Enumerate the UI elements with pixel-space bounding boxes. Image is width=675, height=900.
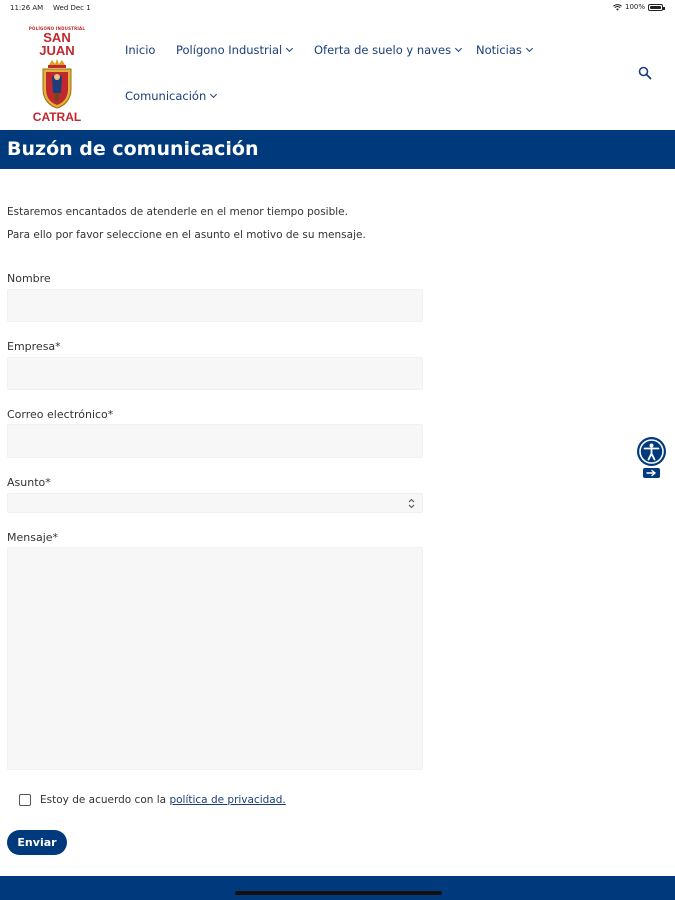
email-field[interactable] (7, 424, 423, 458)
nav-label: Polígono Industrial (176, 43, 283, 57)
logo-small-text: POLÍGONO INDUSTRIAL (28, 26, 86, 31)
submit-button[interactable]: Enviar (7, 830, 67, 855)
search-icon[interactable] (638, 66, 652, 80)
privacy-agreement (40, 794, 286, 806)
page-title: Buzón de comunicación (7, 138, 259, 160)
asunto-select[interactable] (7, 493, 423, 513)
nav-item-oferta[interactable] (314, 43, 461, 57)
chevron-down-icon (210, 91, 217, 98)
home-indicator[interactable] (235, 891, 442, 895)
status-bar (0, 0, 675, 16)
coat-of-arms-icon (40, 59, 74, 109)
mensaje-label: Mensaje* (7, 531, 59, 544)
intro-line-2: Para ello por favor seleccione en el asunto el motivo de su mensaje. (7, 229, 366, 241)
wifi-icon (613, 4, 622, 11)
status-date: Wed Dec 1 (53, 4, 91, 12)
intro-line-1: Estaremos encantados de atenderle en el menor tiempo posible. (7, 206, 348, 218)
chevron-down-icon (526, 45, 533, 52)
select-arrows-icon (408, 498, 415, 509)
asunto-label: Asunto* (7, 476, 51, 489)
page-title-bar (0, 130, 675, 169)
mensaje-textarea[interactable] (7, 547, 423, 770)
nav-item-inicio[interactable] (125, 43, 155, 57)
battery-percent: 100% (624, 3, 645, 11)
empresa-field[interactable] (7, 357, 423, 390)
nombre-label: Nombre (7, 272, 51, 285)
accessibility-icon[interactable] (636, 436, 667, 478)
privacy-checkbox[interactable] (19, 794, 31, 806)
privacy-policy-link[interactable]: política de privacidad. (169, 794, 286, 806)
status-right (613, 3, 663, 11)
nav-item-comunicacion[interactable] (125, 89, 216, 103)
site-logo[interactable] (24, 26, 90, 124)
nav-label: Inicio (125, 43, 156, 57)
correo-label: Correo electrónico* (7, 408, 114, 421)
logo-line2: CATRAL (32, 110, 82, 124)
nav-label: Noticias (476, 43, 522, 57)
nav-item-poligono-industrial[interactable] (176, 43, 292, 57)
nav-item-noticias[interactable] (476, 43, 532, 57)
footer-bar (0, 876, 675, 900)
privacy-prefix: Estoy de acuerdo con la (40, 794, 167, 806)
logo-line1: SAN JUAN (39, 30, 75, 58)
nav-label: Oferta de suelo y naves (314, 43, 452, 57)
status-time: 11:26 AM (10, 4, 44, 12)
chevron-down-icon (286, 45, 293, 52)
battery-icon (648, 4, 663, 11)
nombre-field[interactable] (7, 289, 423, 322)
nav-label: Comunicación (125, 89, 207, 103)
chevron-down-icon (455, 45, 462, 52)
empresa-label: Empresa* (7, 340, 61, 353)
